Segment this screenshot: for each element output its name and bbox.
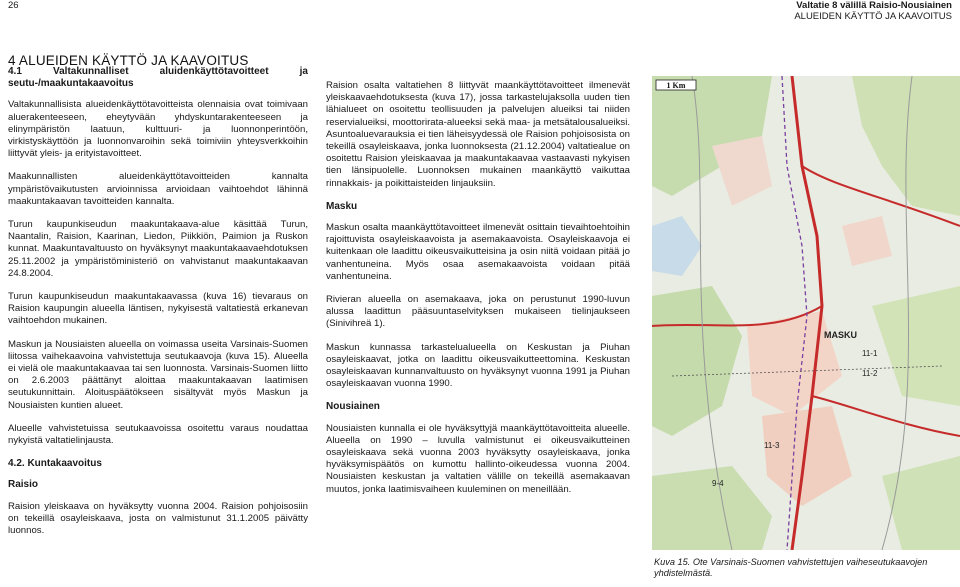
paragraph: Raision yleiskaava on hyväksytty vuonna 2004. Raision pohjoisosiin on tekeillä osayleiskaava, josta on valmistunut 31.1.2005 päivätty luonnos. (8, 500, 308, 537)
left-column (8, 66, 308, 548)
running-header (794, 0, 952, 22)
paragraph: Raision osalta valtatiehen 8 liittyvät maankäyttötavoitteet ilmenevät yleiskaavaehdotuksesta (kuva 17), jossa tarkastelujaksolla uuden tien lähialueet on osoitettu teollisuuden ja palvelujen alueiksi tai niiden reservialueiksi, moottorirata-alueeksi sekä maa- ja metsätalousalueiksi. Asuntoaluevarauksia ei tien läheisyydessä ole Raision pohjoisosista on tekeillä osayleiskaava, jonka luonnoksesta (21.12.2004) valtatiealue on osoitettu Raision yleiskaavaa ja maakuntakaavaa vastaavasti nykyisen tien länsipuolelle. Luonnoksen mukainen maankäyttö vaikuttaa rinnakkais- ja poikittaisteiden linjauksiin. (326, 80, 630, 189)
right-column (326, 80, 630, 507)
map-scale-label: 1 Km (666, 81, 686, 90)
paragraph: Turun kaupunkiseudun maakuntakaava-alue käsittää Turun, Naantalin, Raision, Kaarinan, Liedon, Piikkiön, Paimion ja Ruskon kunnat. Maakuntavaltuusto on hyväksynyt maakuntakaavaehdotuksen 25.11.2002 ja ympäristöministeriö on vahvistanut maakuntakaavan 24.8.2004. (8, 219, 308, 279)
map-label-code: 11-1 (862, 349, 878, 358)
paragraph: Maskun ja Nousiaisten alueella on voimassa useita Varsinais-Suomen liitossa vaihekaavoina vahvistettuja seutukaavoja (kuva 15). Alueella ei vielä ole maakuntakaavaa tai sen luonnosta. Varsinais-Suomen liitto on 2.6.2003 päättänyt aloittaa maakuntakaavan laatimisen seutukunnittain. Aloituspäätökseen sisältyvät myös Maskun ja Nousiaisten kuntien alueet. (8, 338, 308, 411)
paragraph: Maskun kunnassa tarkastelualueella on Keskustan ja Piuhan osayleiskaavat, jotka on laadittu oikeusvaikutteettomina. Keskustan osayleiskaavan kunnanvaltuusto on hyväksynyt vuonna 1991 ja Piuhan osayleiskaavan vuonna 1990. (326, 341, 630, 390)
map-label-code: 11-3 (764, 441, 780, 450)
publication-title: Valtatie 8 välillä Raisio-Nousiainen (796, 0, 952, 11)
section-title: ALUEIDEN KÄYTTÖ JA KAAVOITUS (794, 11, 952, 22)
paragraph: Nousiaisten kunnalla ei ole hyväksyttyjä maankäyttötavoitteita alueelle. Alueella on 1990 – luvulla valmistunut ei oikeusvaikutteinen osayleiskaava sekä vuonna 2003 hyväksytty osayleiskaava, jonka hyväksymispäätös on kumottu hallinto-oikeudessa vuonna 2004. Nousiaisten keskustan ja valtatien välille on tekeillä asemakaavan muutos, jonka laatimisvaiheen kuuleminen on meneillään. (326, 422, 630, 495)
chapter-title: 4 ALUEIDEN KÄYTTÖ JA KAAVOITUS (8, 53, 249, 68)
heading-4-1: 4.1 Valtakunnalliset aluidenkäyttötavoitteet ja seutu-/maakuntakaavoitus (8, 66, 308, 90)
paragraph: Maakunnallisten alueidenkäyttötavoitteiden kannalta ympäristövaikutusten arvioinnissa arvioidaan vaihtoehdot lähinnä maakuntakaavan tavoitteiden kannalta. (8, 171, 308, 207)
map-image (652, 76, 960, 550)
paragraph: Maskun osalta maankäyttötavoitteet ilmenevät osittain tievaihtoehtoihin rajoittuvista osayleiskaavoista ja asemakaavoista. Osayleiskaavoja ei kuitenkaan ole laadittu oikeusvaikutteisina ja osin niitä voidaan pitää jo vanhentuneina. Myös osaa asemakaavoista voidaan pitää vanhentuneina. (326, 222, 630, 282)
paragraph: Turun kaupunkiseudun maakuntakaavassa (kuva 16) tievaraus on Raision kaupungin alueella läntisen, nykyisestä valtatiestä erkanevan vaihtoehdon mukainen. (8, 291, 308, 327)
heading-masku: Masku (326, 200, 358, 212)
heading-nousiainen: Nousiainen (326, 401, 380, 413)
paragraph: Valtakunnallisista alueidenkäyttötavoitteista olennaisia ovat toimivaan aluerakenteeseen, eheytyvään yhdyskuntarakenteeseen ja elinympäristön laatuun, kulttuuri- ja luonnonperintöön, virkistyskäyttöön ja luonnonvaroihin sekä toimiviin yhteysverkkoihin liittyvät yleis- ja erityistavoitteet. (8, 99, 308, 160)
paragraph: Rivieran alueella on asemakaava, joka on perustunut 1990-luvun alussa laadittun pääsuuntaselvityksen mukaiseen tielinjaukseen (Sinivihreä 1). (326, 294, 630, 330)
regional-plan-map (652, 76, 960, 550)
figure-caption: Kuva 15. Ote Varsinais-Suomen vahvistettujen vaiheseutukaavojen yhdistelmästä. (654, 557, 928, 578)
map-label-masku: MASKU (824, 330, 857, 340)
map-label-code: 11-2 (862, 369, 878, 378)
map-label-code: 9-4 (712, 479, 724, 488)
paragraph: Alueelle vahvistetuissa seutukaavoissa osoitettu varaus noudattaa nykyistä valtatielinjausta. (8, 422, 308, 447)
heading-raisio: Raisio (8, 479, 39, 491)
page-number: 26 (8, 0, 19, 11)
heading-4-2: 4.2. Kuntakaavoitus (8, 458, 102, 470)
